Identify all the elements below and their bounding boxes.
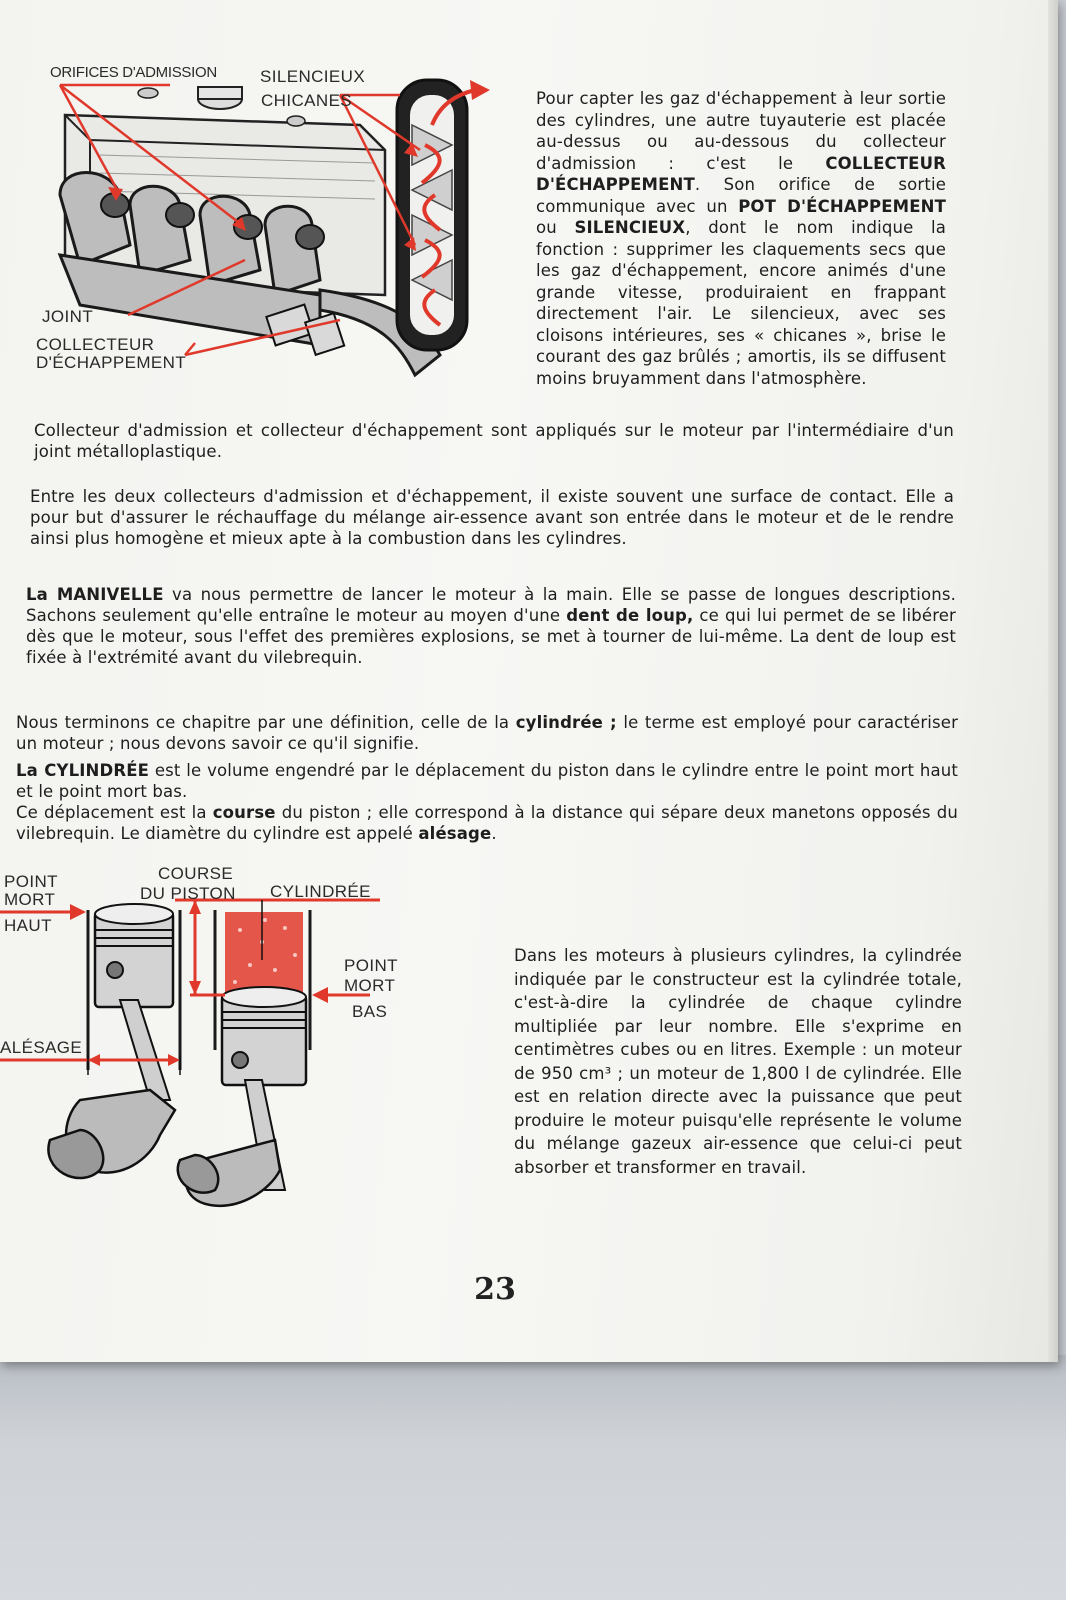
label-collecteur-line1: COLLECTEUR [36,335,155,354]
piston-stroke-illustration [0,864,420,1220]
cylindree-term-2: La CYLINDRÉE [16,761,150,780]
alesage-term: alésage [418,824,492,843]
label-pmh-2: MORT [4,890,56,909]
multi-cylinder-paragraph: Dans les moteurs à plusieurs cylindres, la cylindrée indiquée par le constructeur est la cylindrée totale, c'est-à-dire la cylindrée de chaque cylindre multipliée par leur nombre. Elle s'exprime en centimètres cubes ou en litres. Exemple : un moteur de 950 cm³ ; un moteur de 1,800 l de cylindrée. Elle est en relation directe avec la puissance que peut produire le moteur puisqu'elle représente le volume du mélange gazeux air-essence que celui-ci peut absorber et transformer en travail. [514,946,962,1177]
joint-paragraph: Collecteur d'admission et collecteur d'échappement sont appliqués sur le moteur par l'intermédiaire d'un joint métalloplastique. [34,421,954,461]
cylindree-definition: est le volume engendré par le déplacement du piston dans le cylindre entre le point mort haut et le point mort bas. [16,761,959,801]
page-number: 23 [474,1272,516,1307]
label-pmb-3: BAS [352,1002,388,1021]
manivelle-term: La MANIVELLE [26,585,164,604]
label-pmb-2: MORT [344,976,396,995]
dent-de-loup-term: dent de loup, [566,606,694,625]
label-chicanes: CHICANES [261,91,353,110]
cylindree-term-1: cylindrée ; [515,713,617,732]
manivelle-text-2: ce qui lui permet de se libérer dès que le moteur, sous l'effet des premières explosions, se met à tourner de lui-même. La dent de loup est fixée à l'extrémité avant du vilebrequin. [26,606,956,667]
cylindree-intro-1: Nous terminons ce chapitre par une définition, celle de la [16,713,516,732]
intro-term-collecteur: COLLECTEUR D'ÉCHAPPEMENT [536,153,946,194]
course-term: course [212,803,276,822]
label-collecteur-line2: D'ÉCHAPPEMENT [36,353,187,372]
intro-text-2: . Son orifice de sortie communique avec un [536,175,946,216]
rechauffage-paragraph: Entre les deux collecteurs d'admission et d'échappement, il existe souvent une surface de contact. Elle a pour but d'assurer le réchauffage du mélange air-essence avant son entrée dans le moteur et de le rendre ainsi plus homogène et mieux apte à la combustion dans les cylindres. [30,487,954,548]
intro-term-pot: POT D'ÉCHAPPEMENT [738,196,947,216]
label-pmh-1: POINT [4,872,58,891]
label-cylindree: CYLINDRÉE [270,882,371,901]
intro-term-silencieux: SILENCIEUX [574,218,686,237]
label-orifices-admission: ORIFICES D'ADMISSION [50,64,217,81]
label-silencieux: SILENCIEUX [260,67,366,86]
course-text-3: . [491,824,497,843]
label-course-1: COURSE [158,864,234,883]
course-text-2: du piston ; elle correspond à la distance qui sépare deux manetons opposés du vilebrequin. Le diamètre du cylindre est appelé [16,803,958,843]
label-course-2: DU PISTON [140,884,236,903]
label-joint: JOINT [42,307,94,326]
label-pmh-3: HAUT [4,916,52,935]
intro-text-3: ou [536,218,575,237]
label-pmb-1: POINT [344,956,398,975]
label-alesage: ALÉSAGE [0,1038,83,1057]
page-edge [1048,0,1058,1362]
table-surface [0,1355,1066,1600]
exhaust-manifold-illustration [20,55,500,415]
manivelle-text-1: va nous permettre de lancer le moteur à la main. Elle se passe de longues descriptions. Sachons seulement qu'elle entraîne le moteur au moyen d'une [26,585,957,625]
intro-text-1: Pour capter les gaz d'échappement à leur sortie des cylindres, une autre tuyauterie est placée au-dessus ou au-dessous du collecteur d'admission : c'est le [536,89,946,173]
manivelle-paragraph [26,584,956,668]
cylindree-intro-2: le terme est employé pour caractériser un moteur ; nous devons savoir ce qu'il signifie. [16,713,959,753]
course-text-1: Ce déplacement est la [16,803,213,822]
cylindree-section [16,712,958,844]
intro-text-4: , dont le nom indique la fonction : supprimer les claquements secs que les gaz d'échappement, encore animés d'une grande vitesse, produiraient en frappant directement l'air. Le silencieux, avec ses cloisons intérieures, ses « chicanes », brise le courant des gaz brûlés ; amortis, ils se diffusent moins bruyamment dans l'atmosphère. [536,218,946,388]
intro-paragraph [536,88,946,389]
